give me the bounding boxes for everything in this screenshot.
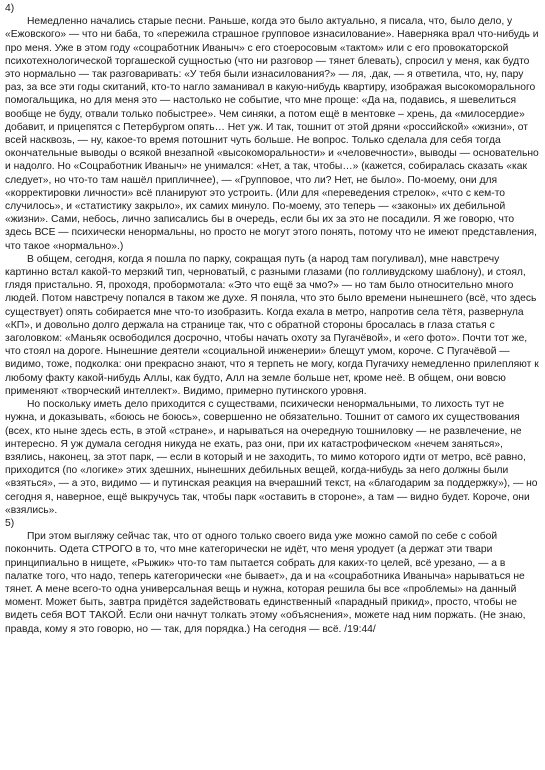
- section-number: 5): [5, 517, 15, 529]
- paragraph: Но поскольку иметь дело приходится с существами, психически ненормальными, то лихость тут не нужна, и доказывать, «боюсь не боюсь», совершенно не обязательно. Тошнит от самого их существования (всех, кто ныне здесь есть, в этой «стране», и нарываться на очередную тошниловку — не развлечение, не интересно. Я уж думала сегодня никуда не ехать, раз они, при их катастрофическом «нечем заняться», взялись, наконец, за этот парк, — если в который и не заходить, то мимо которого идти от метро, всё равно, приходится (по «логике» этих здешних, нынешних дебильных вещей, когда-нибудь за него должны были «взяться», — а это, видимо — и путинская реакция на вчерашний текст, на «благодарим за поддержку»), — но сегодня я, наверное, ещё выкручусь так, чтобы парк «оставить в стороне», а там — видно будет. Короче, они «взялись».: [5, 399, 538, 516]
- paragraph: При этом выгляжу сейчас так, что от одного только своего вида уже можно самой по себе с собой покончить. Одета СТРОГО в то, что мне категорически не идёт, что меня уродует (а держат эти твари принципиально в нищете, «Рыжик» что-то там пытается собрать для каких-то целей, всё урезано, — а в палатке того, что надо, теперь категорически «не бывает», да и на «соцработника Иваныча» нарываться не тянет. А мене всего-то одна универсальная вещь и нужна, которая решила бы все «проблемы» на данный момент. Может быть, завтра придётся задействовать единственный «парадный прикид», просто, чтобы не видеть себя ВОТ ТАКОЙ. Если они начнут толкать этому «объяснения», можете над ним поржать. (Не знаю, правда, кому я это говорю, но — так, для порядка.) На сегодня — всё. /19:44/: [5, 531, 526, 635]
- paragraph: Немедленно начались старые песни. Раньше, когда это было актуально, я писала, что, было дело, у «Ежовского» — что ни баба, то «пережила страшное групповое изнасилование». Наверняка врал что-нибудь и про меня. Уже в этом году «соцработник Иваныч» с его стоеросовым «тактом» или с его провокаторской психотехнологической торгашеской сущностью (что ни разговор — тянет блевать), спросил у меня, как будто это нормально — так разговаривать: «У тебя были изнасилования?» — ля, .дак, — я ответила, что, ну, пару раз, за все эти годы скитаний, кто-то нагло заманивал в какую-нибудь квартиру, изображая высокоморального помогальщика, но для меня это — настолько не событие, что мне проще: «Да на, подавись, я шевелиться вообще не буду, отвали только побыстрее». Чем синяки, а потом ещё в ментовке – хрень, да «милосердие» добавит, и прицепятся с Петербургом опять… Нет уж. И так, тошнит от этой дряни «российской» «жизни», от всей насквозь, — ну, какое-то время потошнит чуть больше. Не вопрос. Только сделала для себя тогда окончательные выводы о всякой внезапной «высокоморальности» и «человечности», выводы — основательно и надолго. Но «Соцработник Иваныч» не унимался: «Нет, а так, чтобы…» (кажется, собиралась сказать «как следует», но что-то там нашёл припличнее), — «Групповое, что ли? Нет, не было». По-моему, они для «корректировки личности» всё планируют это устроить. (Или для «переведения стрелок», «что с кем-то случилось», и «статистику закрыло», их самих минуло. По-моему, это теперь — «законы» их дебильной «жизни». Сами, небось, лично записались бы в очередь, если бы их за это не посадили. Я же говорю, что здесь ВСЕ — психически ненормальны, но просто не могут этого понять, потому что не имеют представления, что такое «нормально».): [5, 16, 539, 252]
- section-4: [5, 2, 539, 517]
- paragraph: В общем, сегодня, когда я пошла по парку, сокращая путь (а народ там погуливал), мне навстречу картинно встал какой-то мерзкий тип, черноватый, с разными глазами (по голливудскому шаблону), и стоял, глядя пристально. Я, проходя, пробормотала: «Это что ещё за чмо?» — но там было относительно много людей. Потом навстречу попался в таком же духе. Я поняла, что это было времени нынешнего (всё, что здесь существует) опять собирается мне что-то изобразить. Когда ехала в метро, напротив села тётя, развернула «КП», и довольно долго держала на странице так, что с обратной стороны бросалась в глаза статья с заголовком: «Маньяк освободился досрочно, чтобы начать охоту за Пугачёвой», и «его фото». Почти тот же, что стоял на дороге. Нынешние деятели «социальной инженерии» блещут умом, короче. С Пугачёвой — видимо, тоже, подколка: они прекрасно знают, что я терпеть не могу, когда Пугачиху немедленно прилепляют к любому факту какой-нибудь Аллы, как будто, Алл на земле больше нет, кроме неё. В общем, они вовсю применяют «творческий интеллект». Видимо, примерно путинского уровня.: [5, 253, 539, 397]
- section-5: [5, 517, 539, 636]
- section-number: 4): [5, 3, 15, 14]
